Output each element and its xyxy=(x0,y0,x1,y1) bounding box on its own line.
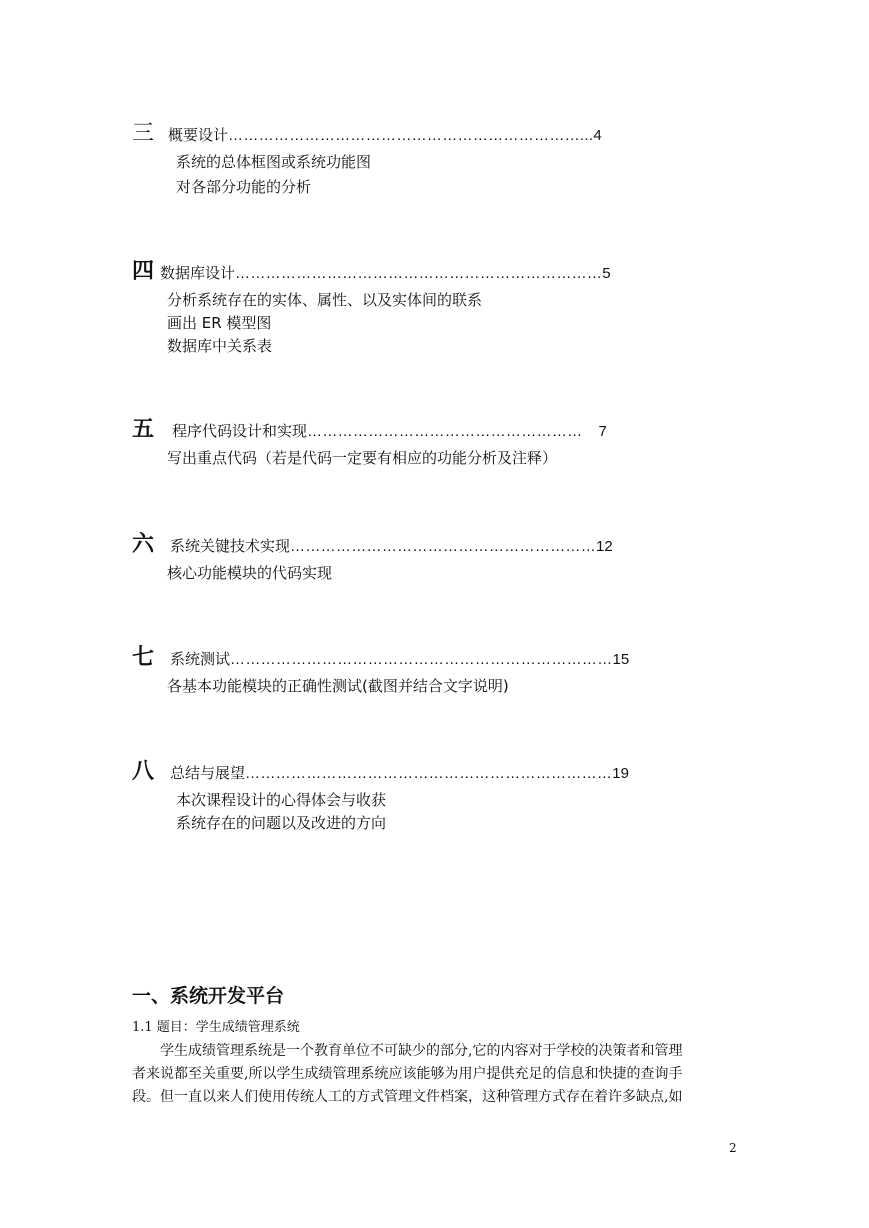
toc-sub-item: 对各部分功能的分析 xyxy=(176,178,312,196)
toc-leader-dots: …………………………………………………… xyxy=(290,538,597,555)
toc-sub-item: 系统的总体框图或系统功能图 xyxy=(176,153,372,171)
toc-title: 数据库设计 xyxy=(160,264,236,282)
toc-entry-7 xyxy=(132,640,629,671)
toc-entry-8 xyxy=(132,754,629,785)
body-paragraph-line: 学生成绩管理系统是一个教育单位不可缺少的部分,它的内容对于学校的决策者和管理 xyxy=(160,1043,683,1059)
toc-leader-dots: ……………………………………………………………… xyxy=(235,265,603,282)
toc-page-number: 19 xyxy=(612,765,629,782)
body-paragraph-line: 段。但一直以来人们使用传统人工的方式管理文件档案，这种管理方式存在着许多缺点,如 xyxy=(132,1089,683,1105)
toc-number: 八 xyxy=(132,759,155,784)
toc-entry-6 xyxy=(132,527,613,558)
toc-sub-item: 核心功能模块的代码实现 xyxy=(167,564,333,582)
toc-number: 四 xyxy=(132,259,155,284)
toc-title: 总结与展望 xyxy=(170,764,246,782)
toc-number: 六 xyxy=(132,532,155,557)
toc-leader-dots: ………………………………………………………………… xyxy=(230,651,613,668)
toc-sub-item: 画出 ER 模型图 xyxy=(167,314,272,332)
toc-page-number: 5 xyxy=(602,265,611,282)
toc-number: 五 xyxy=(132,417,155,442)
toc-page-number: 4 xyxy=(593,127,602,144)
toc-leader-dots: ……………………………………………………………… xyxy=(245,765,613,782)
toc-title: 概要设计 xyxy=(168,126,229,144)
toc-page-number: 15 xyxy=(612,651,630,668)
body-paragraph-line: 者来说都至关重要,所以学生成绩管理系统应该能够为用户提供充足的信息和快捷的查询手 xyxy=(132,1066,683,1082)
toc-title: 程序代码设计和实现 xyxy=(172,422,308,440)
toc-sub-item: 写出重点代码（若是代码一定要有相应的功能分析及注释） xyxy=(167,449,558,467)
toc-entry-4 xyxy=(132,254,611,285)
toc-sub-item: 分析系统存在的实体、属性、以及实体间的联系 xyxy=(167,291,483,309)
toc-sub-item: 各基本功能模块的正确性测试(截图并结合文字说明) xyxy=(167,677,509,695)
section-heading: 一、系统开发平台 xyxy=(132,985,285,1007)
toc-sub-item: 数据库中关系表 xyxy=(167,337,273,355)
toc-page-number: 7 xyxy=(598,423,607,440)
toc-leader-dots: ……………………………………………… xyxy=(307,423,583,440)
toc-number: 三 xyxy=(132,121,155,146)
toc-leader-dots: ……………………………………………………………... xyxy=(228,127,594,144)
toc-sub-item: 本次课程设计的心得体会与收获 xyxy=(176,791,387,809)
toc-title: 系统关键技术实现 xyxy=(170,537,291,555)
toc-number: 七 xyxy=(132,645,155,670)
page-number: 2 xyxy=(729,1141,737,1155)
toc-page-number: 12 xyxy=(596,538,613,555)
toc-entry-3 xyxy=(132,116,602,147)
toc-sub-item: 系统存在的问题以及改进的方向 xyxy=(176,814,387,832)
section-subtitle: 1.1 题目：学生成绩管理系统 xyxy=(132,1020,300,1035)
toc-title: 系统测试 xyxy=(170,650,231,668)
toc-entry-5 xyxy=(132,412,607,443)
